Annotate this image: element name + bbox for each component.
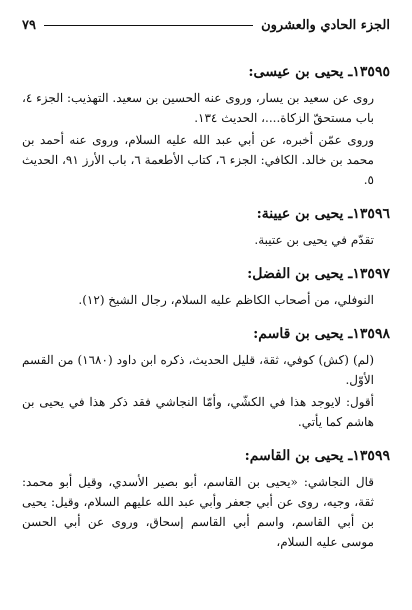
entry-13595 bbox=[22, 62, 390, 190]
running-header bbox=[22, 14, 390, 36]
entry-heading: ١٣٥٩٧ـ يحيى بن الفضل: bbox=[247, 266, 390, 282]
entry-paragraph: أقول: لايوجد هذا في الكشّي، وأمّا النجاشي فقد ذكر هذا في يحيى بن هاشم كما يأتي. bbox=[22, 395, 374, 429]
entry-paragraph: روى عن سعيد بن يسار، وروى عنه الحسين بن سعيد. التهذيب: الجزء ٤، باب مستحقّ الزكاة....، الحديث ١٣٤. bbox=[22, 91, 374, 125]
entry-heading: ١٣٥٩٥ـ يحيى بن عيسى: bbox=[248, 64, 390, 80]
entry-paragraph: تقدّم في يحيى بن عتيبة. bbox=[254, 233, 374, 247]
header-rule bbox=[44, 25, 253, 26]
entry-13596 bbox=[22, 204, 390, 250]
entry-13599 bbox=[22, 446, 390, 552]
running-title: الجزء الحادي والعشرون bbox=[261, 17, 390, 33]
entry-13598 bbox=[22, 324, 390, 432]
entry-paragraph: قال النجاشي: «يحيى بن القاسم، أبو بصير الأسدي، وقيل أبو محمد: ثقة، وجيه، روى عن أبي جعفر وأبي عبد الله عليهم السلام، وقيل: يحيى بن أبي القاسم، واسم أبي القاسم إسحاق، وروى عن أبي الحسن موسى عليه السلام، bbox=[22, 475, 374, 549]
entry-heading: ١٣٥٩٩ـ يحيى بن القاسم: bbox=[244, 448, 390, 464]
entry-paragraph: النوفلي، من أصحاب الكاظم عليه السلام، رجال الشيخ (١٢). bbox=[78, 293, 374, 307]
entry-paragraph: وروى عمّن أخبره، عن أبي عبد الله عليه السلام، وروى عنه أحمد بن محمد بن خالد. الكافي: الجزء ٦، كتاب الأطعمة ٦، باب الأرز ٩١، الحديث ٥. bbox=[22, 133, 374, 187]
entry-heading: ١٣٥٩٦ـ يحيى بن عيينة: bbox=[256, 206, 390, 222]
entries-list bbox=[22, 62, 390, 566]
page-number: ٧٩ bbox=[22, 17, 36, 33]
entry-paragraph: (لم) (كش) كوفي، ثقة، قليل الحديث، ذكره ابن داود (١٦٨٠) من القسم الأوّل. bbox=[22, 353, 374, 387]
entry-13597 bbox=[22, 264, 390, 310]
entry-heading: ١٣٥٩٨ـ يحيى بن قاسم: bbox=[253, 326, 390, 342]
